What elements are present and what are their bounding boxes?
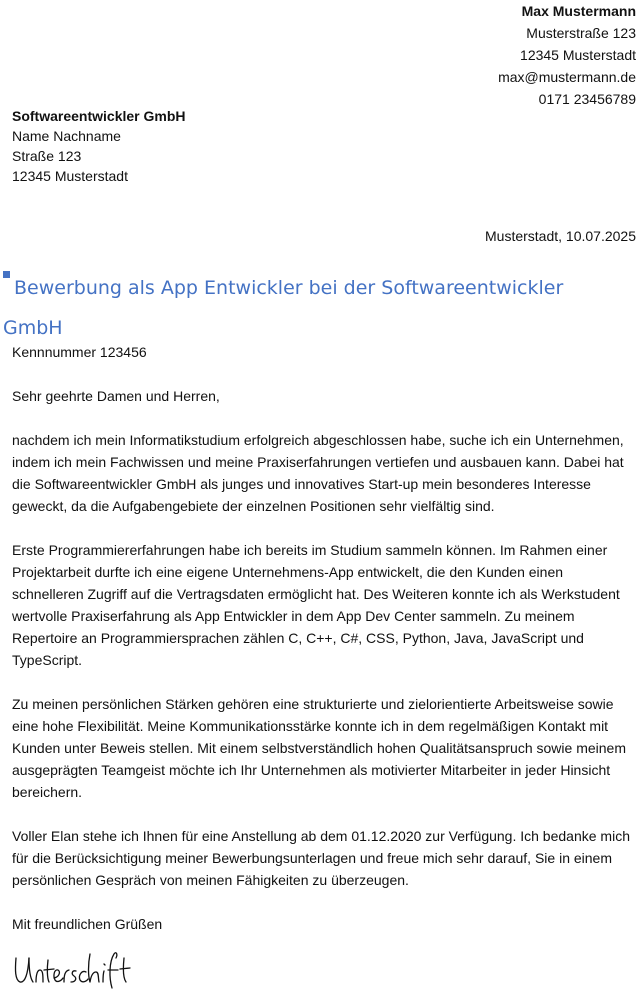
paragraph-closing: Voller Elan stehe ich Ihnen für eine Anstellung ab dem 01.12.2020 zur Verfügung. Ich bedanke mich für die Berücksichtigung meiner Bewerbungsunterlagen und freue mich sehr darauf, Sie in einem persönlichen Gespräch von meinen Fähigkeiten zu überzeugen.	[12, 828, 630, 888]
sender-street: Musterstraße 123	[526, 25, 636, 41]
sender-name: Max Mustermann	[521, 3, 636, 19]
handwritten-signature	[12, 948, 132, 990]
sender-city: 12345 Musterstadt	[520, 47, 636, 63]
reference-number: Kennnummer 123456	[12, 344, 147, 360]
sender-phone: 0171 23456789	[538, 91, 636, 107]
letter-date: Musterstadt, 10.07.2025	[485, 228, 636, 244]
paragraph-experience: Erste Programmiererfahrungen habe ich bereits im Studium sammeln können. Im Rahmen einer Projektarbeit durfte ich eine eigene Unternehmens-App entwickelt, die den Kunden einen schnelleren Zugriff auf die Vertragsdaten ermöglicht hat. Des Weiteren konnte ich als Werkstudent wertvolle Praxiserfahrung als App Entwickler in dem App Dev Center sammeln. Zu meinem Repertoire an Programmiersprachen zählen C, C++, C#, CSS, Python, Java, JavaScript und TypeScript.	[12, 542, 620, 668]
subject-text: Bewerbung als App Entwickler bei der Softwareentwickler GmbH	[3, 277, 564, 339]
recipient-block	[12, 106, 186, 186]
subject-heading	[3, 268, 603, 348]
sender-block	[498, 0, 636, 110]
closing-phrase: Mit freundlichen Grüßen	[12, 916, 163, 932]
recipient-street: Straße 123	[12, 148, 82, 164]
recipient-city: 12345 Musterstadt	[12, 168, 128, 184]
recipient-company: Softwareentwickler GmbH	[12, 108, 186, 124]
paragraph-intro: nachdem ich mein Informatikstudium erfolgreich abgeschlossen habe, suche ich ein Unternehmen, indem ich mein Fachwissen und meine Praxiserfahrungen vertiefen und ausbauen kann. Dabei hat die Softwareentwickler GmbH als junges und innovatives Start-up mein besonderes Interesse geweckt, da die Aufgabengebiete der einzelnen Positionen sehr vielfältig sind.	[12, 432, 624, 514]
heading-marker	[3, 271, 10, 278]
salutation: Sehr geehrte Damen und Herren,	[12, 388, 220, 404]
paragraph-strengths: Zu meinen persönlichen Stärken gehören eine strukturierte und zielorientierte Arbeitsweise sowie eine hohe Flexibilität. Meine Kommunikationsstärke konnte ich in dem regelmäßigen Kontakt mit Kunden unter Beweis stellen. Mit einem selbstverständlich hohen Qualitätsanspruch sowie meinem ausgeprägten Teamgeist möchte ich Ihr Unternehmen als motivierter Mitarbeiter in jeder Hinsicht bereichern.	[12, 696, 626, 800]
recipient-contact: Name Nachname	[12, 128, 121, 144]
letter-body	[12, 341, 632, 935]
sender-email: max@mustermann.de	[498, 69, 636, 85]
